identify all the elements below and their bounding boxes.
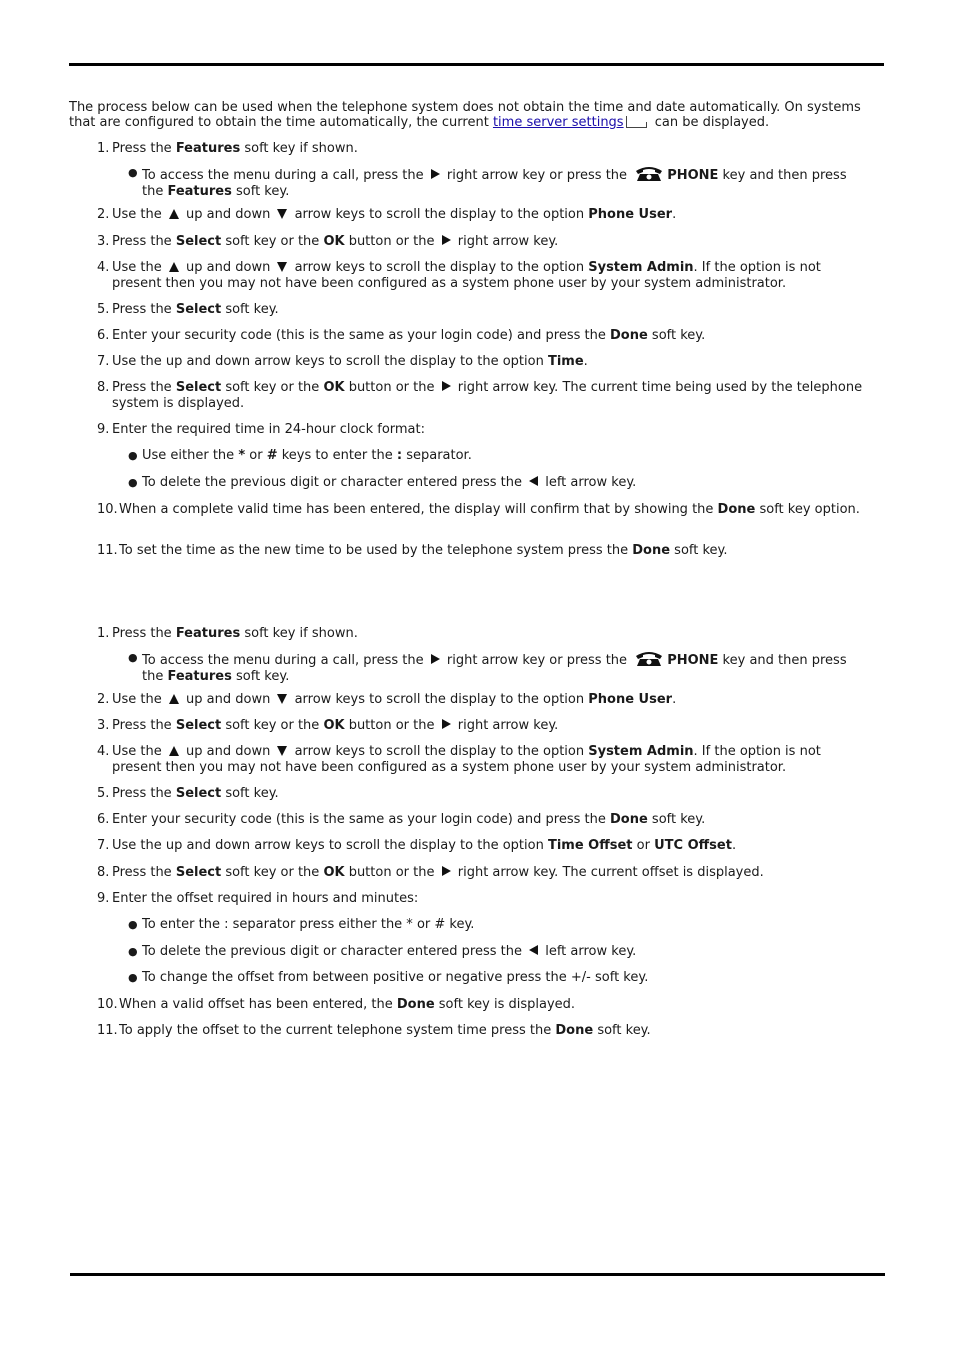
up-arrow-icon — [169, 746, 179, 756]
time-server-settings-link[interactable]: time server settings — [492, 115, 624, 130]
down-arrow-icon — [277, 746, 287, 756]
down-arrow-icon — [277, 209, 287, 219]
right-arrow-icon — [442, 719, 451, 729]
footer-rule — [70, 1273, 885, 1276]
right-arrow-icon — [442, 235, 451, 245]
left-arrow-icon — [529, 476, 538, 486]
right-arrow-icon — [442, 866, 451, 876]
header-rule — [69, 63, 884, 66]
up-arrow-icon — [169, 262, 179, 272]
phone-key-icon — [634, 165, 664, 182]
intro-paragraph: The process below can be used when the telephone system does not obtain the time and date automatically. On systems that are configured to obtain the time automatically, the current time server settings can be displayed. — [69, 100, 861, 130]
right-arrow-icon — [442, 381, 451, 391]
up-arrow-icon — [169, 694, 179, 704]
right-arrow-icon — [431, 654, 440, 664]
right-arrow-icon — [431, 169, 440, 179]
phone-key-icon — [634, 650, 664, 667]
cross-reference-icon — [626, 116, 647, 128]
down-arrow-icon — [277, 694, 287, 704]
left-arrow-icon — [529, 945, 538, 955]
down-arrow-icon — [277, 262, 287, 272]
up-arrow-icon — [169, 209, 179, 219]
